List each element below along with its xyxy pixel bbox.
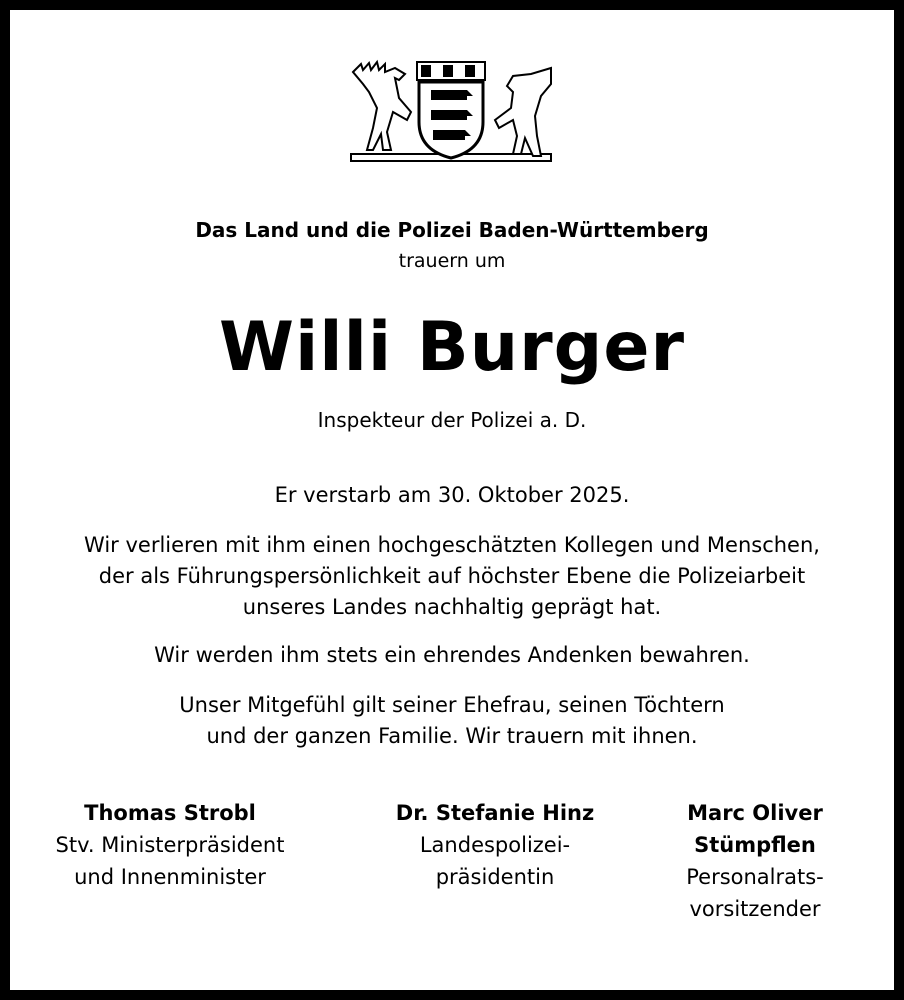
signatory-strobl (40, 797, 300, 893)
signatory-hinz (360, 797, 630, 893)
signatory-role: Stv. Ministerpräsident (55, 833, 285, 857)
text-line: unseres Landes nachhaltig geprägt hat. (242, 595, 662, 619)
text-line: der als Führungspersönlichkeit auf höchster Ebene die Polizeiarbeit (98, 564, 806, 588)
deceased-title: Inspekteur der Polizei a. D. (317, 408, 587, 432)
signatory-stuempflen (640, 797, 870, 925)
signatory-role: Personalrats- (686, 865, 824, 889)
coat-of-arms-icon (347, 52, 557, 168)
signatory-name: Stümpflen (694, 833, 816, 857)
signatory-role: vorsitzender (689, 897, 821, 921)
signatory-name: Dr. Stefanie Hinz (395, 801, 595, 825)
paragraph-tribute (0, 530, 904, 623)
text-line: Unser Mitgefühl gilt seiner Ehefrau, seinen Töchtern (179, 693, 725, 717)
signatory-role: Landespolizei- (419, 833, 571, 857)
signatory-name: Marc Oliver (687, 801, 823, 825)
signatory-name: Thomas Strobl (84, 801, 256, 825)
text-line: Wir werden ihm stets ein ehrendes Andenken bewahren. (154, 643, 750, 667)
signatory-role: und Innenminister (74, 865, 266, 889)
text-line: und der ganzen Familie. Wir trauern mit ihnen. (206, 724, 698, 748)
text-line: Wir verlieren mit ihm einen hochgeschätzten Kollegen und Menschen, (84, 533, 820, 557)
organization-heading: Das Land und die Polizei Baden-Württemberg (195, 218, 709, 242)
mourn-text: trauern um (398, 250, 506, 272)
paragraph-condolence (0, 690, 904, 752)
deceased-name: Willi Burger (218, 308, 686, 387)
paragraph-remembrance (0, 640, 904, 671)
death-date-line: Er verstarb am 30. Oktober 2025. (274, 483, 630, 507)
signatory-role: präsidentin (435, 865, 555, 889)
